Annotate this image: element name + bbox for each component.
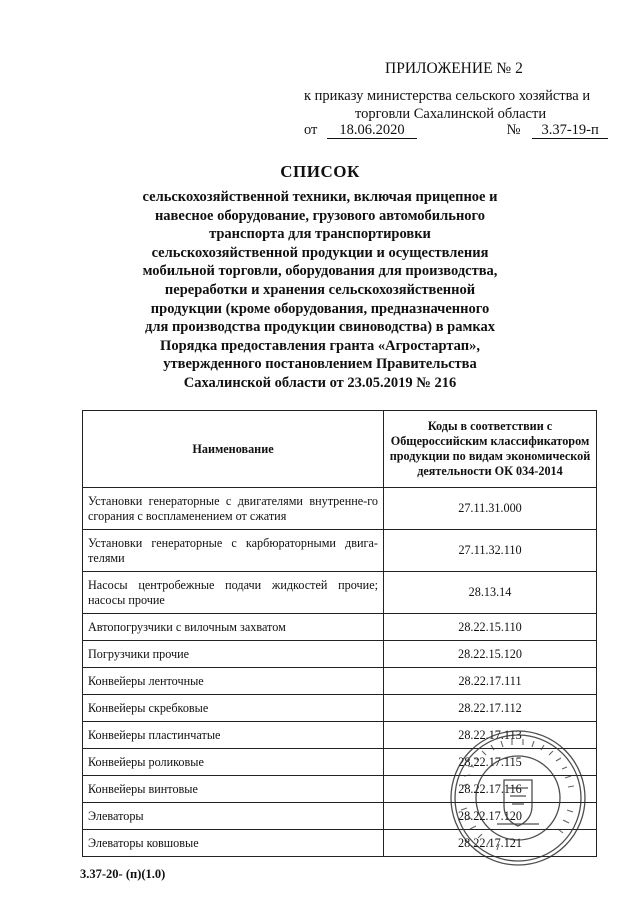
row-name: Насосы центробежные подачи жидкостей прочие; насосы прочие bbox=[83, 572, 384, 614]
row-name: Установки генераторные с двигателями внутренне-го сгорания с воспламенением от сжатия bbox=[83, 488, 384, 530]
table-row bbox=[83, 830, 597, 857]
row-code: 27.11.32.110 bbox=[384, 530, 597, 572]
row-code: 28.22.17.115 bbox=[384, 749, 597, 776]
appendix-title: ПРИЛОЖЕНИЕ № 2 bbox=[385, 60, 523, 77]
row-name: Конвейеры роликовые bbox=[83, 749, 384, 776]
subtitle-line: транспорта для транспортировки bbox=[209, 226, 431, 243]
row-code: 27.11.31.000 bbox=[384, 488, 597, 530]
row-code: 28.22.17.116 bbox=[384, 776, 597, 803]
column-header-name: Наименование bbox=[83, 411, 384, 488]
table-header-row bbox=[83, 411, 597, 488]
row-code: 28.22.15.120 bbox=[384, 641, 597, 668]
row-code: 28.13.14 bbox=[384, 572, 597, 614]
subtitle-line: сельскохозяйственной техники, включая прицепное и bbox=[142, 189, 498, 205]
row-name: Конвейеры ленточные bbox=[83, 668, 384, 695]
number-prefix: № bbox=[506, 122, 521, 138]
row-code: 28.22.17.120 bbox=[384, 803, 597, 830]
row-code: 28.22.15.110 bbox=[384, 614, 597, 641]
row-name: Конвейеры пластинчатые bbox=[83, 722, 384, 749]
document-title: СПИСОК bbox=[280, 162, 360, 181]
row-code: 28.22.17.111 bbox=[384, 668, 597, 695]
subtitle-line: утвержденного постановлением Правительства bbox=[163, 356, 477, 373]
subtitle-line: мобильной торговли, оборудования для производства, bbox=[142, 263, 498, 280]
table-row bbox=[83, 614, 597, 641]
row-name: Установки генераторные с карбюраторными двига-телями bbox=[83, 530, 384, 572]
order-reference-line2: торговли Сахалинской области bbox=[355, 106, 547, 122]
row-name: Конвейеры скребковые bbox=[83, 695, 384, 722]
table-row bbox=[83, 668, 597, 695]
subtitle-line: Порядка предоставления гранта «Агростартап», bbox=[160, 337, 480, 354]
subtitle-line: переработки и хранения сельскохозяйственной bbox=[164, 281, 476, 298]
subtitle-line: продукции (кроме оборудования, предназначенного bbox=[150, 300, 490, 317]
row-name: Автопогрузчики с вилочным захватом bbox=[83, 614, 384, 641]
row-code: 28.22.17.112 bbox=[384, 695, 597, 722]
table-row bbox=[83, 695, 597, 722]
order-date-number-row bbox=[304, 122, 614, 139]
order-reference-line1: к приказу министерства сельского хозяйства и bbox=[304, 88, 591, 104]
subtitle-line: навесное оборудование, грузового автомобильного bbox=[154, 207, 486, 224]
row-name: Конвейеры винтовые bbox=[83, 776, 384, 803]
equipment-table bbox=[82, 410, 597, 857]
order-number: 3.37-19-п bbox=[532, 122, 608, 139]
row-code: 28.22.17.121 bbox=[384, 830, 597, 857]
table-row bbox=[83, 722, 597, 749]
row-name: Элеваторы bbox=[83, 803, 384, 830]
row-name: Элеваторы ковшовые bbox=[83, 830, 384, 857]
table-row bbox=[83, 488, 597, 530]
date-prefix: от bbox=[304, 122, 318, 138]
table-row bbox=[83, 749, 597, 776]
column-header-code: Коды в соответствии с Общероссийским классификатором продукции по видам экономической деятельности ОК 034-2014 bbox=[384, 411, 597, 488]
table-row bbox=[83, 530, 597, 572]
table-row bbox=[83, 572, 597, 614]
row-code: 28.22.17.113 bbox=[384, 722, 597, 749]
table-row bbox=[83, 776, 597, 803]
subtitle-line: сельскохозяйственной продукции и осуществления bbox=[151, 244, 489, 261]
table-row bbox=[83, 641, 597, 668]
order-date: 18.06.2020 bbox=[327, 122, 417, 139]
subtitle-line: для производства продукции свиноводства) в рамках bbox=[145, 319, 495, 336]
footer-document-code: 3.37-20- (п)(1.0) bbox=[80, 867, 166, 881]
row-name: Погрузчики прочие bbox=[83, 641, 384, 668]
document-subtitle bbox=[140, 188, 500, 393]
table-row bbox=[83, 803, 597, 830]
subtitle-line: Сахалинской области от 23.05.2019 № 216 bbox=[183, 374, 457, 391]
